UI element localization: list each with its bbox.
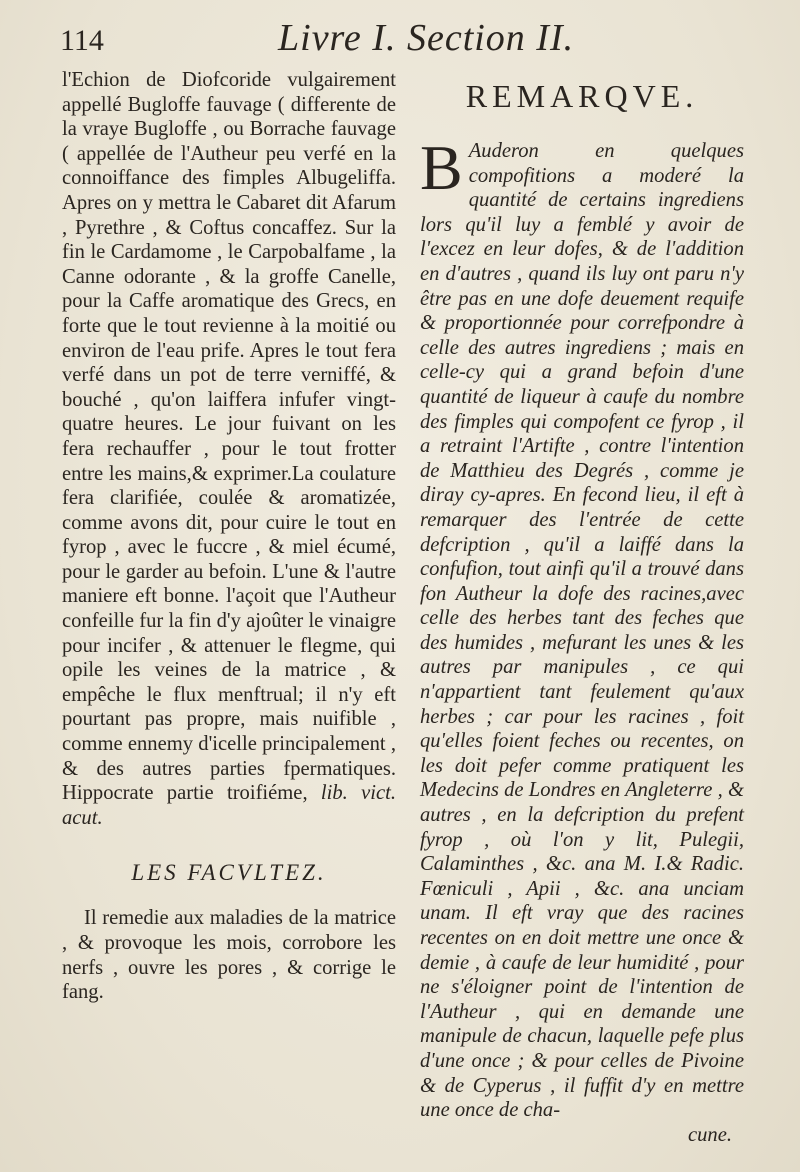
citation: lib. vict. acut. <box>62 782 396 829</box>
left-paragraph-continued <box>62 68 396 830</box>
running-title: Livre I. Section II. <box>278 17 575 59</box>
page-number: 114 <box>60 24 104 57</box>
remarque-last-word: cune. <box>687 1123 732 1146</box>
left-paragraph-text: l'Echion de Diofcoride vulgairement appellé Bugloffe fauvage ( differente de la vraye Bugloffe , ou Borrache fauvage ( appellée de l'Autheur peu verfé en la connoiffance des fimples Albugeliffa. Apres on y mettra le Cabaret dit Afarum , Pyrethre , & Coftus concaffez. Sur la fin le Cardamome , le Carpobalfame , la Canne odorante , & la groffe Canelle, pour la Caffe aromatique des Grecs, en forte que le tout revienne à la moitié ou environ de l'eau prife. Apres le tout fera verfé dans un pot de terre verniffé, & bouché , qu'on laiffera infufer vingt-quatre heures. Le jour fuivant on les fera rechauffer , pour le tout frotter entre les mains,& exprimer.La coulature fera clarifiée, coulée & aromatizée, comme avons dit, pour cuire le tout en fyrop , avec le fuccre , & miel écumé, pour le garder au befoin. L'une & l'autre maniere eft bonne. l'açoit que l'Autheur confeille fur la fin d'y ajoûter le vinaigre pour incifer , & attenuer le flegme, qui opile les veines de la matrice , & empêche le flux menftrual; il n'y eft pourtant pas propre, mais nuifible , comme ennemy d'icelle principalement , & des autres parties fpermatiques. Hippocrate partie troifiéme, <box>62 69 396 805</box>
page-header <box>60 16 760 68</box>
facultes-heading: LES FACVLTEZ. <box>131 860 327 886</box>
right-column <box>420 68 744 1147</box>
remarque-heading: REMARQVE. <box>465 78 699 114</box>
drop-cap-letter: B <box>420 132 463 203</box>
remarque-text: Auderon en quelques compofitions a moderé la quantité de certains ingrediens lors qu'il luy a femblé y avoir de l'excez en leur dofes, & de l'addition en d'autres , quand ils luy ont paru n'y être pas en une dofe deuement requife & proportionnée pour correfpondre à celle des autres ingrediens ; mais en celle-cy qui a grand befoin d'une quantité de liqueur à caufe du nombre des fimples qui compofent ce fyrop , il a retraint l'Artifte , contre l'intention de Matthieu des Degrés , comme je diray cy-apres. En fecond lieu, il eft à remarquer des l'entrée de cette defcription , qu'il a laiffé dans la confufion, tout ainfi qu'il a trouvé dans fon Autheur la dofe des racines,avec celle des herbes tant des feches que des humides , mefurant les unes & les autres par manipules , ce qui n'appartient tant feulement qu'aux herbes ; car pour les racines , foit qu'elles foient feches ou recentes, on les doit pefer comme pratiquent les Medecins de Londres en Angleterre , & autres , en la defcription du prefent fyrop , où l'on y lit, Pulegii, Calaminthes , &c. ana M. I.& Radic. Fœniculi , Apii , &c. ana unciam unam. Il eft vray que des racines recentes on en doit mettre une once & demie , à caufe de leur humidité , pour ne s'éloigner point de l'intention de l'Autheur , qui en demande une manipule de chacun, laquelle pefe plus d'une once ; & pour celles de Pivoine & de Cyperus , il fuffit d'y en mettre une once de cha- <box>420 140 744 1122</box>
remarque-paragraph <box>420 132 744 1147</box>
facultes-paragraph: Il remedie aux maladies de la matrice , & provoque les mois, corrobore les nerfs , ouvre les pores , & corrige le fang. <box>62 907 396 1004</box>
left-column <box>62 68 396 1005</box>
